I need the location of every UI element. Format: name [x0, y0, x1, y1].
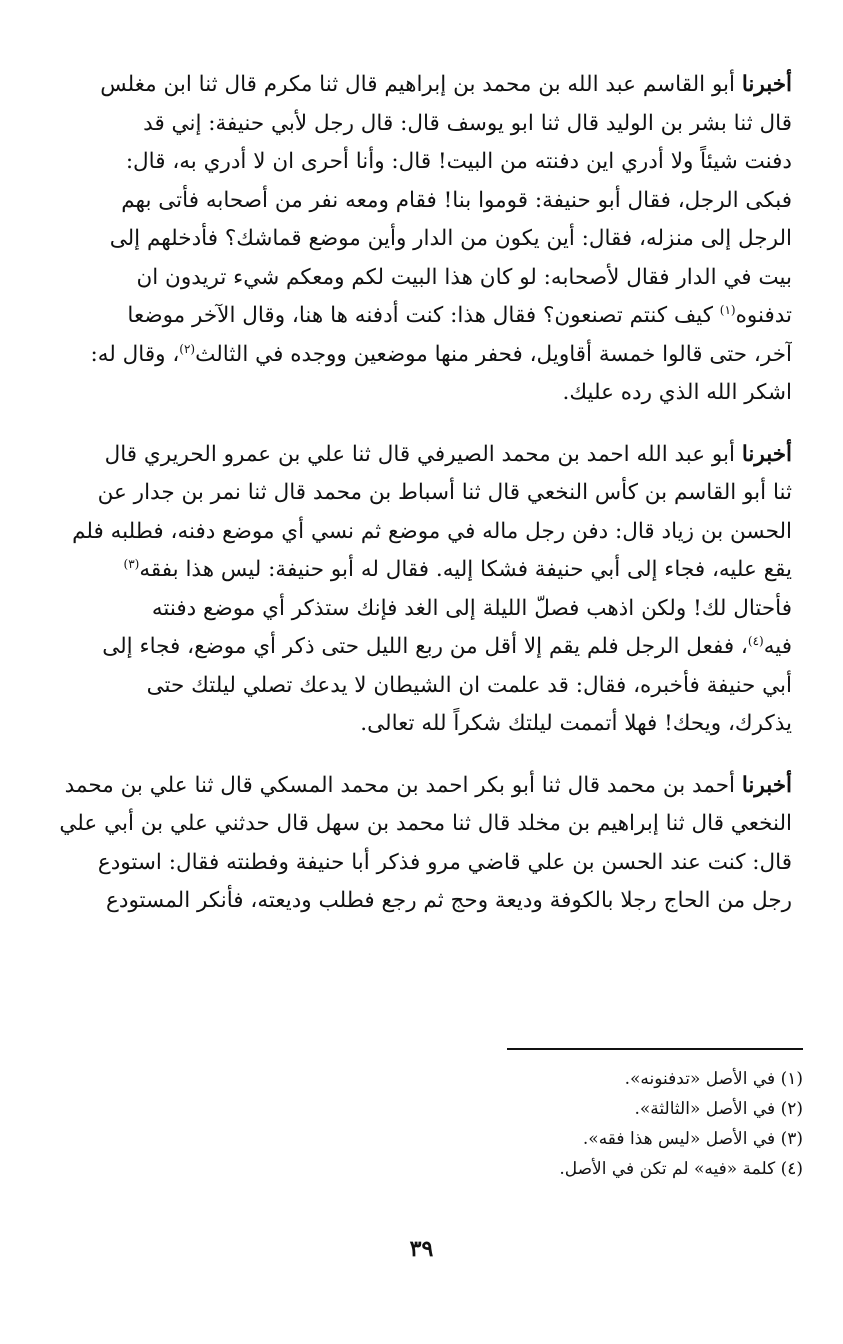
text-segment: يذكرك، ويحك! فهلا أتممت ليلتك شكراً لله تعالى.: [360, 711, 792, 736]
footnote-reference: (٤): [747, 633, 764, 648]
footnote-reference: (٢): [179, 341, 196, 356]
text-line: [34, 551, 792, 590]
text-segment: أحمد بن محمد قال ثنا أبو بكر احمد بن محمد المسكي قال ثنا علي بن محمد: [64, 772, 742, 798]
text-line: [34, 143, 792, 182]
footnote-reference: (٣): [123, 556, 140, 571]
text-line: [34, 474, 792, 513]
text-segment: فيه: [763, 634, 792, 659]
body-text: [34, 66, 792, 921]
page-number: ٣٩: [409, 1236, 434, 1262]
footnote: (٤) كلمة «فيه» لم تكن في الأصل.: [559, 1159, 803, 1179]
text-segment: النخعي قال ثنا إبراهيم بن مخلد قال ثنا محمد بن سهل قال حدثني علي بن أبي علي: [59, 811, 792, 836]
paragraph: [34, 436, 792, 744]
text-segment: قال: كنت عند الحسن بن علي قاضي مرو فذكر أبا حنيفة وفطنته فقال: استودع: [97, 849, 792, 875]
text-segment: رجل من الحاج رجلا بالكوفة وديعة وحج ثم رجع فطلب وديعته، فأنكر المستودع: [106, 888, 792, 913]
text-line: [34, 436, 792, 475]
footnote: (٣) في الأصل «ليس هذا فقه».: [582, 1129, 803, 1149]
footnote: (٢) في الأصل «الثالثة».: [634, 1099, 803, 1119]
text-line: [34, 105, 792, 144]
text-segment: بيت في الدار فقال لأصحابه: لو كان هذا البيت لكم ومعكم شيء تريدون ان: [136, 264, 792, 290]
text-line: [34, 767, 792, 806]
lead-word: أخبرنا: [741, 772, 792, 798]
text-segment: أبي حنيفة فأخبره، فقال: قد علمت ان الشيطان لا يدعك تصلي ليلتك حتى: [146, 672, 792, 698]
text-segment: الحسن بن زياد قال: دفن رجل ماله في موضع ثم نسي أي موضع دفنه، فطلبه فلم: [72, 518, 792, 544]
footnote-reference: (١): [719, 302, 736, 317]
text-line: [34, 259, 792, 298]
text-segment: يقع عليه، فجاء إلى أبي حنيفة فشكا إليه. فقال له أبو حنيفة: ليس هذا بفقه: [139, 557, 792, 582]
text-segment: فأحتال لك! ولكن اذهب فصلّ الليلة إلى الغد فإنك ستذكر أي موضع دفنته: [151, 595, 792, 621]
lead-word: أخبرنا: [741, 72, 792, 97]
text-line: [34, 705, 792, 744]
text-segment: أبو عبد الله احمد بن محمد الصيرفي قال ثنا علي بن عمرو الحريري قال: [104, 441, 742, 467]
text-segment: قال ثنا بشر بن الوليد قال ثنا ابو يوسف قال: قال رجل لأبي حنيفة: إني قد: [143, 110, 792, 136]
text-segment: آخر، حتى قالوا خمسة أقاويل، فحفر منها موضعين ووجده في الثالث: [195, 341, 792, 367]
text-line: [34, 844, 792, 883]
paragraph: [34, 66, 792, 413]
text-line: [34, 590, 792, 629]
text-line: [34, 882, 792, 921]
footnote: (١) في الأصل «تدفنونه».: [624, 1069, 803, 1089]
text-line: [34, 513, 792, 552]
text-segment: اشكر الله الذي رده عليك.: [562, 380, 792, 405]
footnotes: [303, 1064, 803, 1184]
text-line: [34, 297, 792, 336]
paragraph: [34, 767, 792, 921]
text-segment: ، وقال له:: [90, 341, 180, 367]
text-segment: تدفنوه: [735, 303, 792, 328]
text-segment: دفنت شيئاً ولا أدري اين دفنته من البيت! قال: وأنا أحرى ان لا أدري به، قال:: [125, 149, 792, 174]
text-line: [34, 667, 792, 706]
lead-word: أخبرنا: [741, 441, 792, 467]
text-line: [34, 66, 792, 105]
text-segment: الرجل إلى منزله، فقال: أين يكون من الدار وأين موضع قماشك؟ فأدخلهم إلى: [109, 226, 792, 251]
text-segment: ، ففعل الرجل فلم يقم إلا أقل من ربع الليل حتى ذكر أي موضع، فجاء إلى: [102, 634, 748, 659]
text-segment: كيف كنتم تصنعون؟ فقال هذا: كنت أدفنه ها هنا، وقال الآخر موضعا: [127, 303, 720, 328]
text-line: [34, 805, 792, 844]
text-line: [34, 628, 792, 667]
text-line: [34, 182, 792, 221]
text-line: [34, 220, 792, 259]
text-segment: فبكى الرجل، فقال أبو حنيفة: قوموا بنا! فقام ومعه نفر من أصحابه فأتى بهم: [121, 187, 792, 213]
text-line: [34, 374, 792, 413]
footnote-divider: [507, 1048, 803, 1050]
text-line: [34, 336, 792, 375]
text-segment: ثنا أبو القاسم بن كأس النخعي قال ثنا أسباط بن محمد قال ثنا نمر بن جدار عن: [97, 480, 792, 505]
text-segment: أبو القاسم عبد الله بن محمد بن إبراهيم قال ثنا مكرم قال ثنا ابن مغلس: [100, 72, 742, 97]
